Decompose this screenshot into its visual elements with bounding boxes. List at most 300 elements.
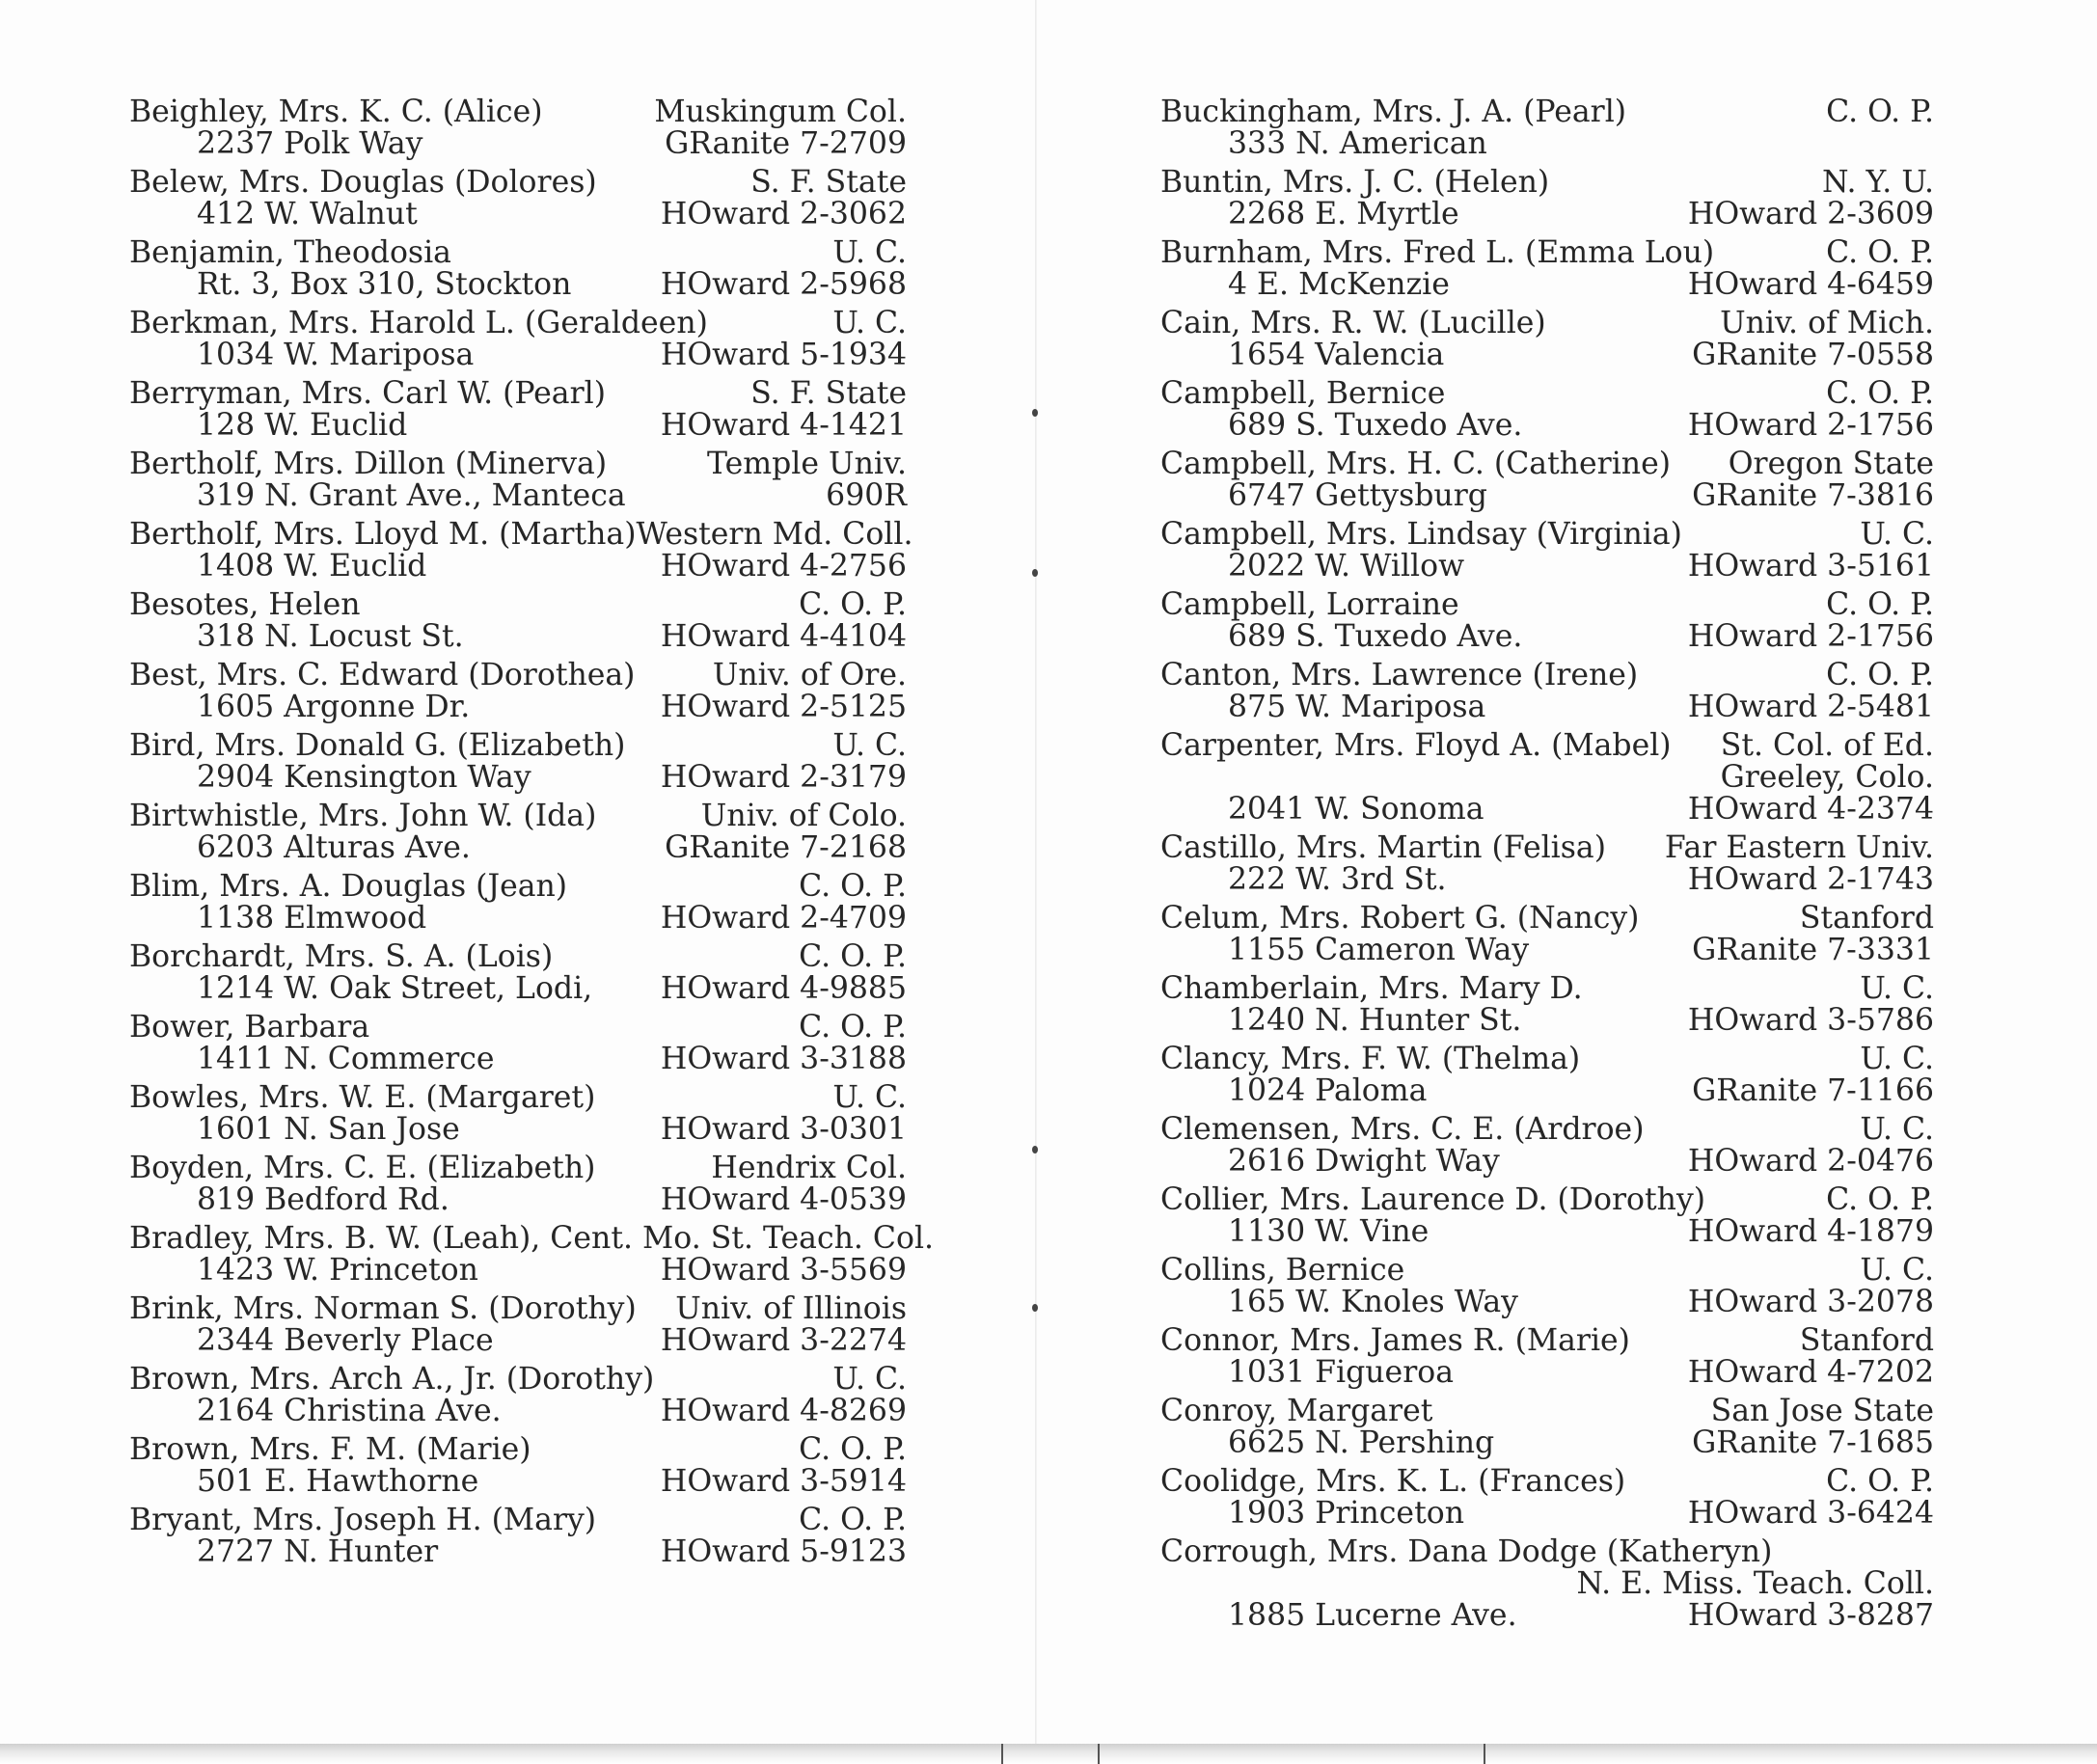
member-phone: HOward 4-1421 xyxy=(660,408,907,443)
entry-line-address xyxy=(129,1536,907,1568)
member-phone: HOward 4-1879 xyxy=(1687,1214,1934,1249)
member-name: Bryant, Mrs. Joseph H. (Mary) xyxy=(129,1503,597,1537)
directory-entry xyxy=(1160,1114,1934,1178)
member-address: 6625 N. Pershing xyxy=(1228,1425,1495,1460)
directory-entry xyxy=(129,517,913,583)
member-name: Beighley, Mrs. K. C. (Alice) xyxy=(129,95,543,129)
member-school: U. C. xyxy=(1860,1112,1934,1147)
member-phone: HOward 2-1743 xyxy=(1687,862,1934,897)
entry-line-address xyxy=(1160,1427,1934,1459)
member-name: Collier, Mrs. Laurence D. (Dorothy) xyxy=(1160,1182,1706,1217)
member-school: Far Eastern Univ. xyxy=(1664,830,1934,865)
entry-line-name xyxy=(1160,903,1934,935)
member-school: U. C. xyxy=(832,1080,907,1115)
member-name: Berkman, Mrs. Harold L. (Geraldeen) xyxy=(129,306,708,340)
member-name: Bradley, Mrs. B. W. (Leah), Cent. Mo. St. Teach. Col. xyxy=(129,1221,935,1256)
entry-line-name xyxy=(1160,1396,1934,1427)
entry-line-address xyxy=(129,410,907,442)
member-phone: HOward 3-6424 xyxy=(1687,1496,1934,1531)
entry-line-name xyxy=(129,448,907,480)
entry-line-name xyxy=(1160,1536,1934,1568)
member-name: Brown, Mrs. F. M. (Marie) xyxy=(129,1432,531,1467)
directory-entry xyxy=(129,1221,935,1288)
member-school: Stanford xyxy=(1799,901,1934,936)
member-phone: GRanite 7-0558 xyxy=(1692,338,1934,372)
member-name: Buntin, Mrs. J. C. (Helen) xyxy=(1160,165,1550,200)
member-name: Conroy, Margaret xyxy=(1160,1394,1433,1428)
entry-line-name xyxy=(129,96,907,128)
member-school: C. O. P. xyxy=(1826,587,1934,622)
directory-entry xyxy=(1160,448,1934,512)
member-address: 2344 Beverly Place xyxy=(197,1323,494,1358)
directory-entry xyxy=(129,801,907,864)
member-phone: HOward 2-4709 xyxy=(660,901,907,936)
member-address: 128 W. Euclid xyxy=(197,408,408,443)
entry-line-name xyxy=(1160,1044,1934,1075)
member-school: C. O. P. xyxy=(799,869,907,904)
directory-entry xyxy=(1160,730,1934,826)
entry-line-name xyxy=(1160,167,1934,199)
entry-line-address xyxy=(1160,1146,1934,1178)
member-name: Connor, Mrs. James R. (Marie) xyxy=(1160,1323,1630,1358)
member-school: Western Md. Coll. xyxy=(636,517,913,552)
directory-entry xyxy=(1160,96,1934,160)
member-address: 1654 Valencia xyxy=(1228,338,1445,372)
entry-line-name xyxy=(129,1364,907,1396)
entry-line-address xyxy=(129,1466,907,1498)
member-address: 1423 W. Princeton xyxy=(197,1253,478,1288)
directory-entry xyxy=(1160,832,1934,896)
member-phone: 690R xyxy=(826,478,907,513)
entry-line-address xyxy=(129,621,907,653)
member-school: S. F. State xyxy=(750,165,907,200)
entry-line-address xyxy=(1160,128,1934,160)
member-phone: HOward 4-2374 xyxy=(1687,792,1934,827)
member-school: C. O. P. xyxy=(799,587,907,622)
member-phone: HOward 2-5125 xyxy=(660,690,907,724)
member-school-line2: N. E. Miss. Teach. Coll. xyxy=(1576,1566,1934,1601)
entry-line-address xyxy=(129,832,907,864)
entry-line-address xyxy=(1160,1287,1934,1318)
member-phone: HOward 4-7202 xyxy=(1687,1355,1934,1390)
entry-line-address xyxy=(1160,692,1934,723)
directory-entry xyxy=(1160,308,1934,371)
member-name: Bower, Barbara xyxy=(129,1010,370,1045)
directory-column-right xyxy=(1160,96,1934,1639)
entry-line-address xyxy=(129,1184,907,1216)
entry-line-name xyxy=(1160,1325,1934,1357)
entry-line-name xyxy=(1160,589,1934,621)
member-address: 2041 W. Sonoma xyxy=(1228,792,1484,827)
member-school: Hendrix Col. xyxy=(711,1151,907,1185)
entry-line-name xyxy=(129,1012,907,1044)
directory-entry xyxy=(129,1364,907,1427)
entry-line-address xyxy=(1160,199,1934,231)
member-phone: HOward 3-2078 xyxy=(1687,1285,1934,1319)
member-address: 1031 Figueroa xyxy=(1228,1355,1455,1390)
member-phone: HOward 2-3609 xyxy=(1687,197,1934,231)
entry-line-address xyxy=(1160,1357,1934,1389)
entry-line-name xyxy=(129,941,907,973)
member-address: 1138 Elmwood xyxy=(197,901,427,936)
member-phone: HOward 3-8287 xyxy=(1687,1598,1934,1633)
entry-line-address xyxy=(129,1114,907,1146)
member-phone: HOward 4-2756 xyxy=(660,549,907,583)
binding-dot-1 xyxy=(1032,409,1038,417)
member-school: Muskingum Col. xyxy=(654,95,907,129)
entry-line-name xyxy=(129,1082,907,1114)
member-phone: HOward 2-0476 xyxy=(1687,1144,1934,1179)
member-name: Celum, Mrs. Robert G. (Nancy) xyxy=(1160,901,1640,936)
member-name: Cain, Mrs. R. W. (Lucille) xyxy=(1160,306,1546,340)
directory-entry xyxy=(1160,167,1934,231)
member-address: 6203 Alturas Ave. xyxy=(197,830,471,865)
member-name: Birtwhistle, Mrs. John W. (Ida) xyxy=(129,799,597,833)
member-name: Bertholf, Mrs. Dillon (Minerva) xyxy=(129,447,608,481)
directory-entry xyxy=(1160,973,1934,1037)
edge-tick xyxy=(1098,1744,1100,1764)
entry-line-address xyxy=(1160,621,1934,653)
member-address: 1130 W. Vine xyxy=(1228,1214,1430,1249)
entry-line-address xyxy=(129,1255,907,1287)
member-phone: HOward 4-8269 xyxy=(660,1394,907,1428)
entry-line-name xyxy=(129,517,913,552)
member-school: Univ. of Ore. xyxy=(712,658,907,692)
member-school: Univ. of Mich. xyxy=(1720,306,1934,340)
entry-line-address xyxy=(1160,480,1934,512)
member-school: U. C. xyxy=(832,306,907,340)
member-address: 2022 W. Willow xyxy=(1228,549,1465,583)
member-name: Campbell, Mrs. H. C. (Catherine) xyxy=(1160,447,1672,481)
directory-entry xyxy=(129,589,907,653)
entry-line-name xyxy=(129,1153,907,1184)
member-name: Chamberlain, Mrs. Mary D. xyxy=(1160,971,1583,1006)
directory-entry xyxy=(129,96,907,160)
member-address: 319 N. Grant Ave., Manteca xyxy=(197,478,626,513)
directory-entry xyxy=(129,1012,907,1075)
entry-line-school-continued xyxy=(1160,1568,1934,1600)
entry-line-address xyxy=(129,762,907,794)
member-name: Clancy, Mrs. F. W. (Thelma) xyxy=(1160,1042,1581,1076)
entry-line-name xyxy=(1160,1184,1934,1216)
member-address: 1214 W. Oak Street, Lodi, xyxy=(197,971,593,1006)
directory-entry xyxy=(129,1082,907,1146)
entry-line-name xyxy=(129,237,907,269)
entry-line-name xyxy=(1160,237,1934,269)
entry-line-address xyxy=(129,269,907,301)
member-school: Stanford xyxy=(1799,1323,1934,1358)
entry-line-name xyxy=(1160,730,1934,762)
entry-line-name xyxy=(1160,1466,1934,1498)
member-phone: HOward 4-9885 xyxy=(660,971,907,1006)
directory-entry xyxy=(129,1293,907,1357)
entry-line-name xyxy=(129,871,907,903)
member-school: U. C. xyxy=(832,235,907,270)
member-phone: HOward 3-5786 xyxy=(1687,1003,1934,1038)
member-phone: GRanite 7-3331 xyxy=(1692,933,1934,967)
member-name: Campbell, Bernice xyxy=(1160,376,1446,411)
directory-entry xyxy=(129,237,907,301)
page-fold xyxy=(1035,0,1037,1764)
directory-entry xyxy=(129,167,907,231)
member-address: 689 S. Tuxedo Ave. xyxy=(1228,619,1523,654)
member-address: 2237 Polk Way xyxy=(197,126,423,161)
member-name: Bertholf, Mrs. Lloyd M. (Martha) xyxy=(129,517,637,552)
member-address: 333 N. American xyxy=(1228,126,1487,161)
entry-line-address xyxy=(129,551,907,583)
entry-line-name xyxy=(129,801,907,832)
entry-line-address xyxy=(1160,269,1934,301)
member-phone: HOward 4-6459 xyxy=(1687,267,1934,302)
member-name: Clemensen, Mrs. C. E. (Ardroe) xyxy=(1160,1112,1645,1147)
member-name: Berryman, Mrs. Carl W. (Pearl) xyxy=(129,376,607,411)
entry-line-address xyxy=(129,692,907,723)
member-address: 2616 Dwight Way xyxy=(1228,1144,1500,1179)
directory-entry xyxy=(129,1153,907,1216)
entry-line-name xyxy=(1160,378,1934,410)
entry-line-address xyxy=(1160,864,1934,896)
member-address: 501 E. Hawthorne xyxy=(197,1464,479,1499)
member-school: U. C. xyxy=(832,728,907,763)
member-address: 222 W. 3rd St. xyxy=(1228,862,1447,897)
member-school: C. O. P. xyxy=(1826,376,1934,411)
member-school: C. O. P. xyxy=(799,1432,907,1467)
member-phone: GRanite 7-2168 xyxy=(665,830,907,865)
member-address: 819 Bedford Rd. xyxy=(197,1182,449,1217)
member-phone: HOward 5-1934 xyxy=(660,338,907,372)
page-bottom-edge xyxy=(0,1744,2097,1764)
member-name: Canton, Mrs. Lawrence (Irene) xyxy=(1160,658,1639,692)
member-school: Temple Univ. xyxy=(707,447,907,481)
entry-line-name xyxy=(129,1505,907,1536)
member-phone: GRanite 7-3816 xyxy=(1692,478,1934,513)
member-name: Buckingham, Mrs. J. A. (Pearl) xyxy=(1160,95,1627,129)
entry-line-address xyxy=(129,1396,907,1427)
entry-line-name xyxy=(1160,308,1934,339)
member-address: 1601 N. San Jose xyxy=(197,1112,460,1147)
member-address: 1034 W. Mariposa xyxy=(197,338,475,372)
member-name: Benjamin, Theodosia xyxy=(129,235,451,270)
entry-line-address xyxy=(1160,1005,1934,1037)
member-name: Blim, Mrs. A. Douglas (Jean) xyxy=(129,869,568,904)
member-school: C. O. P. xyxy=(799,1503,907,1537)
member-school: Univ. of Illinois xyxy=(675,1291,907,1326)
member-school: N. Y. U. xyxy=(1821,165,1934,200)
member-address: 2904 Kensington Way xyxy=(197,760,531,795)
member-phone: GRanite 7-2709 xyxy=(665,126,907,161)
entry-line-address xyxy=(1160,1498,1934,1530)
member-name: Besotes, Helen xyxy=(129,587,361,622)
member-school: C. O. P. xyxy=(1826,658,1934,692)
member-phone: HOward 2-1756 xyxy=(1687,619,1934,654)
directory-entry xyxy=(1160,237,1934,301)
entry-line-name xyxy=(1160,660,1934,692)
entry-line-name xyxy=(129,167,907,199)
entry-line-name xyxy=(129,1293,907,1325)
entry-line-address xyxy=(129,339,907,371)
member-school: C. O. P. xyxy=(1826,235,1934,270)
member-address: 2268 E. Myrtle xyxy=(1228,197,1459,231)
member-address: 165 W. Knoles Way xyxy=(1228,1285,1518,1319)
edge-tick xyxy=(1484,1744,1485,1764)
directory-entry xyxy=(129,308,907,371)
entry-line-address xyxy=(1160,1075,1934,1107)
member-address: 2727 N. Hunter xyxy=(197,1534,439,1569)
entry-line-name xyxy=(1160,519,1934,551)
member-phone: HOward 3-2274 xyxy=(660,1323,907,1358)
entry-line-name xyxy=(129,1221,935,1256)
member-school: St. Col. of Ed. xyxy=(1720,728,1934,763)
member-address: 412 W. Walnut xyxy=(197,197,418,231)
member-school: C. O. P. xyxy=(799,1010,907,1045)
entry-line-address xyxy=(1160,1600,1934,1632)
member-address: 1605 Argonne Dr. xyxy=(197,690,471,724)
entry-line-name xyxy=(129,589,907,621)
binding-dot-4 xyxy=(1032,1304,1038,1312)
member-school: U. C. xyxy=(1860,971,1934,1006)
member-name: Coolidge, Mrs. K. L. (Frances) xyxy=(1160,1464,1626,1499)
member-name: Belew, Mrs. Douglas (Dolores) xyxy=(129,165,597,200)
directory-entry xyxy=(129,378,907,442)
directory-entry xyxy=(1160,589,1934,653)
directory-entry xyxy=(1160,519,1934,583)
member-address: 1408 W. Euclid xyxy=(197,549,427,583)
entry-line-name xyxy=(1160,448,1934,480)
member-phone: GRanite 7-1166 xyxy=(1692,1073,1934,1108)
entry-line-address xyxy=(129,128,907,160)
member-phone: HOward 5-9123 xyxy=(660,1534,907,1569)
directory-entry xyxy=(1160,1325,1934,1389)
directory-entry xyxy=(1160,1044,1934,1107)
directory-entry xyxy=(129,1505,907,1568)
member-name: Castillo, Mrs. Martin (Felisa) xyxy=(1160,830,1606,865)
member-school: C. O. P. xyxy=(1826,1182,1934,1217)
entry-line-address xyxy=(1160,794,1934,826)
entry-line-school-continued xyxy=(1160,762,1934,794)
directory-entry xyxy=(1160,1255,1934,1318)
member-name: Burnham, Mrs. Fred L. (Emma Lou) xyxy=(1160,235,1715,270)
member-school: Oregon State xyxy=(1728,447,1934,481)
member-name: Borchardt, Mrs. S. A. (Lois) xyxy=(129,939,554,974)
member-phone: HOward 3-5569 xyxy=(660,1253,907,1288)
member-school: U. C. xyxy=(1860,517,1934,552)
member-address: 318 N. Locust St. xyxy=(197,619,464,654)
member-phone: GRanite 7-1685 xyxy=(1692,1425,1934,1460)
directory-entry xyxy=(1160,1466,1934,1530)
member-school: C. O. P. xyxy=(1826,1464,1934,1499)
member-name: Campbell, Lorraine xyxy=(1160,587,1459,622)
member-name: Boyden, Mrs. C. E. (Elizabeth) xyxy=(129,1151,596,1185)
member-address: 2164 Christina Ave. xyxy=(197,1394,502,1428)
member-address: 6747 Gettysburg xyxy=(1228,478,1487,513)
member-address: 4 E. McKenzie xyxy=(1228,267,1450,302)
directory-entry xyxy=(1160,1536,1934,1632)
entry-line-address xyxy=(129,1325,907,1357)
member-phone: HOward 3-5914 xyxy=(660,1464,907,1499)
directory-entry xyxy=(129,730,907,794)
member-phone: HOward 2-1756 xyxy=(1687,408,1934,443)
entry-line-name xyxy=(1160,832,1934,864)
member-phone: HOward 3-5161 xyxy=(1687,549,1934,583)
member-name: Brink, Mrs. Norman S. (Dorothy) xyxy=(129,1291,637,1326)
member-address: 1903 Princeton xyxy=(1228,1496,1464,1531)
member-phone: HOward 2-3179 xyxy=(660,760,907,795)
entry-line-address xyxy=(129,973,907,1005)
member-school: U. C. xyxy=(1860,1042,1934,1076)
entry-line-address xyxy=(129,199,907,231)
member-address: Rt. 3, Box 310, Stockton xyxy=(197,267,572,302)
member-phone: HOward 3-0301 xyxy=(660,1112,907,1147)
member-name: Carpenter, Mrs. Floyd A. (Mabel) xyxy=(1160,728,1672,763)
directory-entry xyxy=(1160,1184,1934,1248)
member-phone: HOward 2-5481 xyxy=(1687,690,1934,724)
member-name: Campbell, Mrs. Lindsay (Virginia) xyxy=(1160,517,1682,552)
member-phone: HOward 3-3188 xyxy=(660,1042,907,1076)
edge-tick xyxy=(1001,1744,1003,1764)
member-address: 1024 Paloma xyxy=(1228,1073,1428,1108)
member-address: 1240 N. Hunter St. xyxy=(1228,1003,1522,1038)
member-school: C. O. P. xyxy=(1826,95,1934,129)
member-name: Bird, Mrs. Donald G. (Elizabeth) xyxy=(129,728,626,763)
entry-line-name xyxy=(129,660,907,692)
entry-line-name xyxy=(129,308,907,339)
entry-line-name xyxy=(129,378,907,410)
member-school: San Jose State xyxy=(1710,1394,1934,1428)
binding-dot-3 xyxy=(1032,1146,1038,1153)
member-phone: HOward 4-4104 xyxy=(660,619,907,654)
entry-line-address xyxy=(1160,551,1934,583)
member-school: S. F. State xyxy=(750,376,907,411)
entry-line-name xyxy=(1160,1114,1934,1146)
directory-entry xyxy=(1160,903,1934,966)
directory-entry xyxy=(129,1434,907,1498)
member-phone: HOward 4-0539 xyxy=(660,1182,907,1217)
member-name: Collins, Bernice xyxy=(1160,1253,1405,1288)
entry-line-address xyxy=(1160,935,1934,966)
member-school: U. C. xyxy=(1860,1253,1934,1288)
entry-line-name xyxy=(129,730,907,762)
member-school: Univ. of Colo. xyxy=(700,799,907,833)
member-address: 689 S. Tuxedo Ave. xyxy=(1228,408,1523,443)
member-address: 1155 Cameron Way xyxy=(1228,933,1530,967)
entry-line-name xyxy=(129,1434,907,1466)
entry-line-name xyxy=(1160,1255,1934,1287)
directory-entry xyxy=(129,871,907,935)
entry-line-address xyxy=(129,480,907,512)
member-name: Corrough, Mrs. Dana Dodge (Katheryn) xyxy=(1160,1534,1773,1569)
entry-line-name xyxy=(1160,973,1934,1005)
entry-line-address xyxy=(1160,1216,1934,1248)
directory-entry xyxy=(1160,378,1934,442)
directory-entry xyxy=(1160,1396,1934,1459)
binding-dot-2 xyxy=(1032,569,1038,577)
entry-line-address xyxy=(129,1044,907,1075)
member-address: 875 W. Mariposa xyxy=(1228,690,1486,724)
entry-line-address xyxy=(1160,410,1934,442)
member-address: 1885 Lucerne Ave. xyxy=(1228,1598,1517,1633)
member-address: 1411 N. Commerce xyxy=(197,1042,495,1076)
member-phone: HOward 2-5968 xyxy=(660,267,907,302)
member-name: Bowles, Mrs. W. E. (Margaret) xyxy=(129,1080,596,1115)
directory-entry xyxy=(129,941,907,1005)
member-school-line2: Greeley, Colo. xyxy=(1720,760,1934,795)
member-phone: HOward 2-3062 xyxy=(660,197,907,231)
directory-entry xyxy=(129,660,907,723)
member-name: Brown, Mrs. Arch A., Jr. (Dorothy) xyxy=(129,1362,655,1397)
entry-line-address xyxy=(1160,339,1934,371)
member-name: Best, Mrs. C. Edward (Dorothea) xyxy=(129,658,636,692)
member-school: U. C. xyxy=(832,1362,907,1397)
